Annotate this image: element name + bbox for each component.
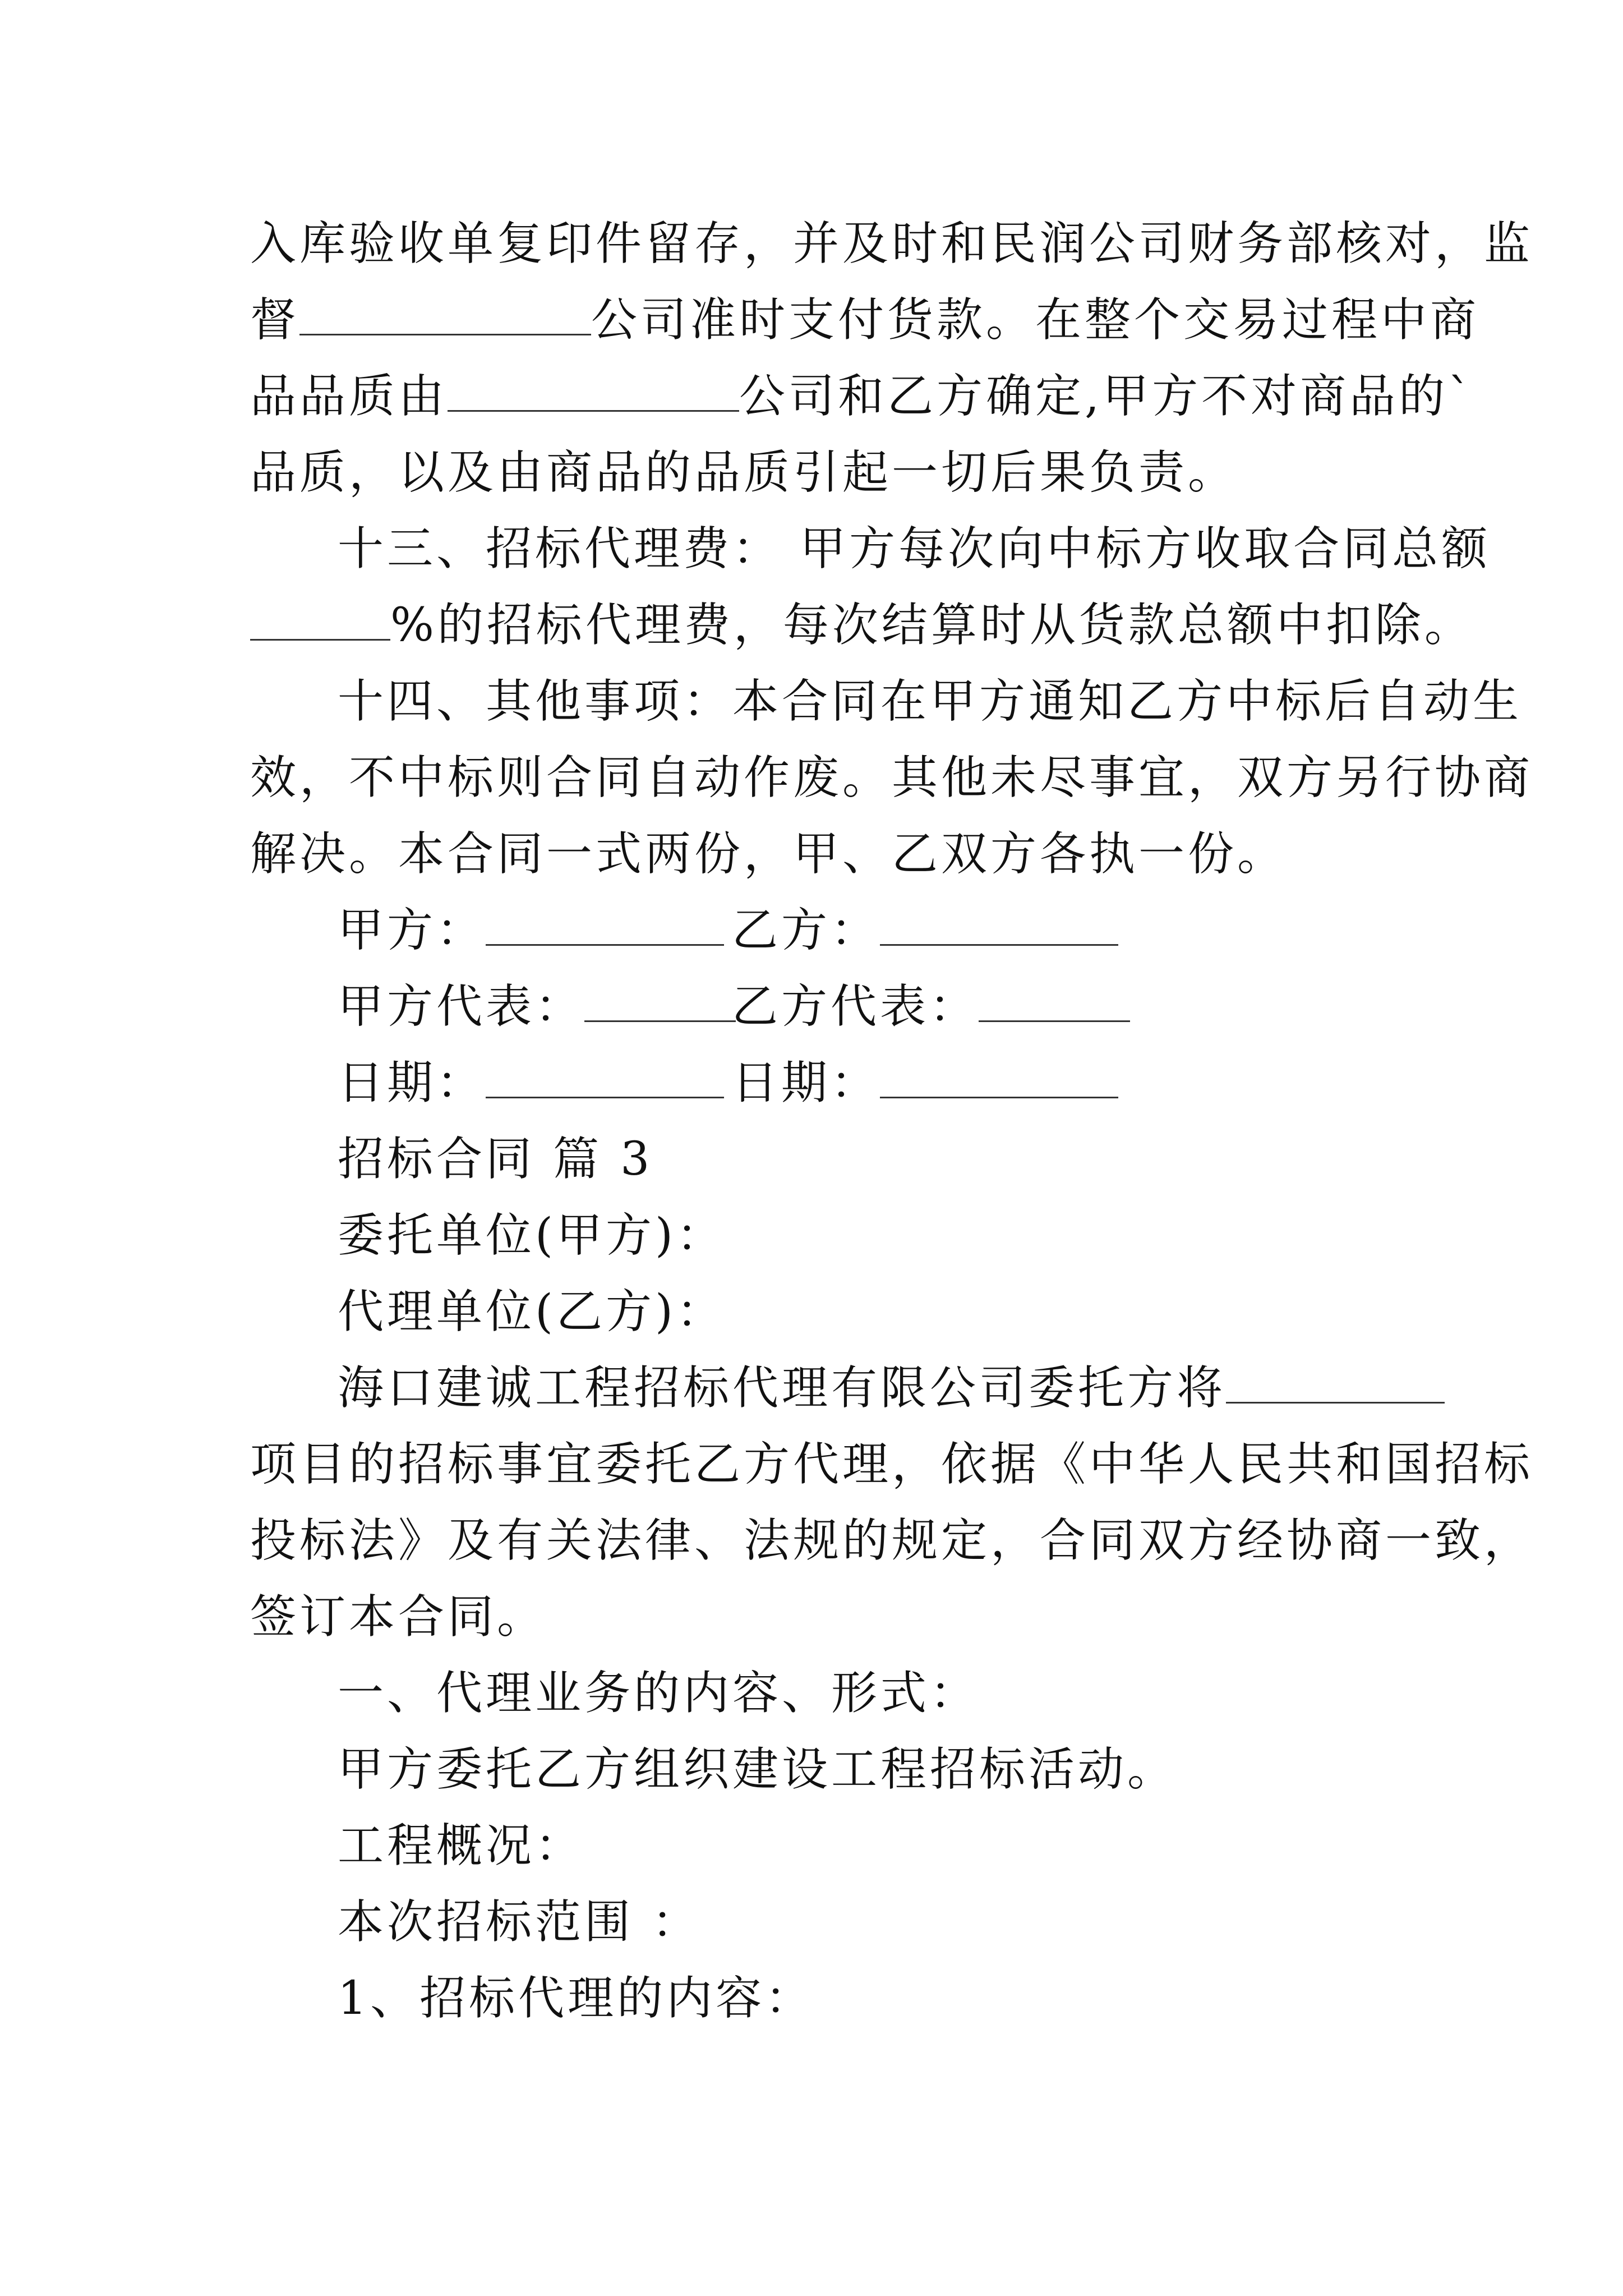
intro-line-3: 投标法》及有关法律、法规的规定，合同双方经协商一致，	[250, 1514, 1534, 1567]
tender-scope: 本次招标范围 ：	[338, 1895, 702, 1949]
intro-line-4: 签订本合同。	[250, 1590, 547, 1644]
signature-date-b: 日期：	[732, 1055, 1118, 1111]
blank-company-2	[448, 371, 739, 412]
clause-12-line-2: 督 公司准时支付货款。在整个交易过程中商	[250, 293, 1480, 347]
clause-13-line-2: %的招标代理费，每次结算时从货款总额中扣除。	[250, 597, 1474, 654]
signature-date-a: 日期：	[338, 1055, 724, 1111]
intro-line-2: 项目的招标事宜委托乙方代理，依据《中华人民共和国招标	[250, 1438, 1534, 1491]
blank-date-a	[486, 1057, 724, 1098]
agency-content: 1、招标代理的内容：	[338, 1972, 815, 2025]
blank-party-a	[486, 905, 724, 946]
blank-date-b	[880, 1057, 1118, 1098]
project-overview: 工程概况：	[338, 1819, 585, 1872]
signature-rep-a: 甲方代表：	[338, 979, 736, 1035]
clause-14-line-2: 效，不中标则合同自动作废。其他未尽事宜，双方另行协商	[250, 751, 1534, 804]
signature-party-a: 甲方：	[338, 903, 724, 959]
intro-line-1: 海口建诚工程招标代理有限公司委托方将	[338, 1360, 1445, 1416]
clause-13-line-1: 十三、招标代理费： 甲方每次向中标方收取合同总额	[338, 522, 1491, 576]
clause-12-line-4: 品质，以及由商品的品质引起一切后果负责。	[250, 446, 1238, 499]
client-unit: 委托单位(甲方)：	[338, 1209, 726, 1262]
blank-party-b	[880, 905, 1118, 946]
item-1-heading: 一、代理业务的内容、形式：	[338, 1667, 980, 1720]
clause-14-line-3: 解决。本合同一式两份，甲、乙双方各执一份。	[250, 827, 1287, 881]
agent-unit: 代理单位(乙方)：	[338, 1285, 726, 1338]
clause-12-line-3: 品品质由 公司和乙方确定,甲方不对商品的`	[250, 370, 1475, 423]
item-1-text: 甲方委托乙方组织建设工程招标活动。	[338, 1743, 1177, 1796]
blank-company-1	[299, 295, 591, 335]
clause-12-line-1: 入库验收单复印件留存，并及时和民润公司财务部核对，监	[250, 217, 1534, 270]
clause-14-line-1: 十四、其他事项：本合同在甲方通知乙方中标后自动生	[338, 675, 1523, 728]
blank-percentage	[250, 600, 390, 641]
signature-rep-b: 乙方代表：	[732, 979, 1130, 1035]
signature-party-b: 乙方：	[732, 903, 1118, 959]
blank-rep-a	[584, 981, 736, 1022]
section-3-title: 招标合同 篇 3	[338, 1133, 653, 1186]
blank-rep-b	[979, 981, 1130, 1022]
blank-project-name	[1226, 1363, 1445, 1404]
